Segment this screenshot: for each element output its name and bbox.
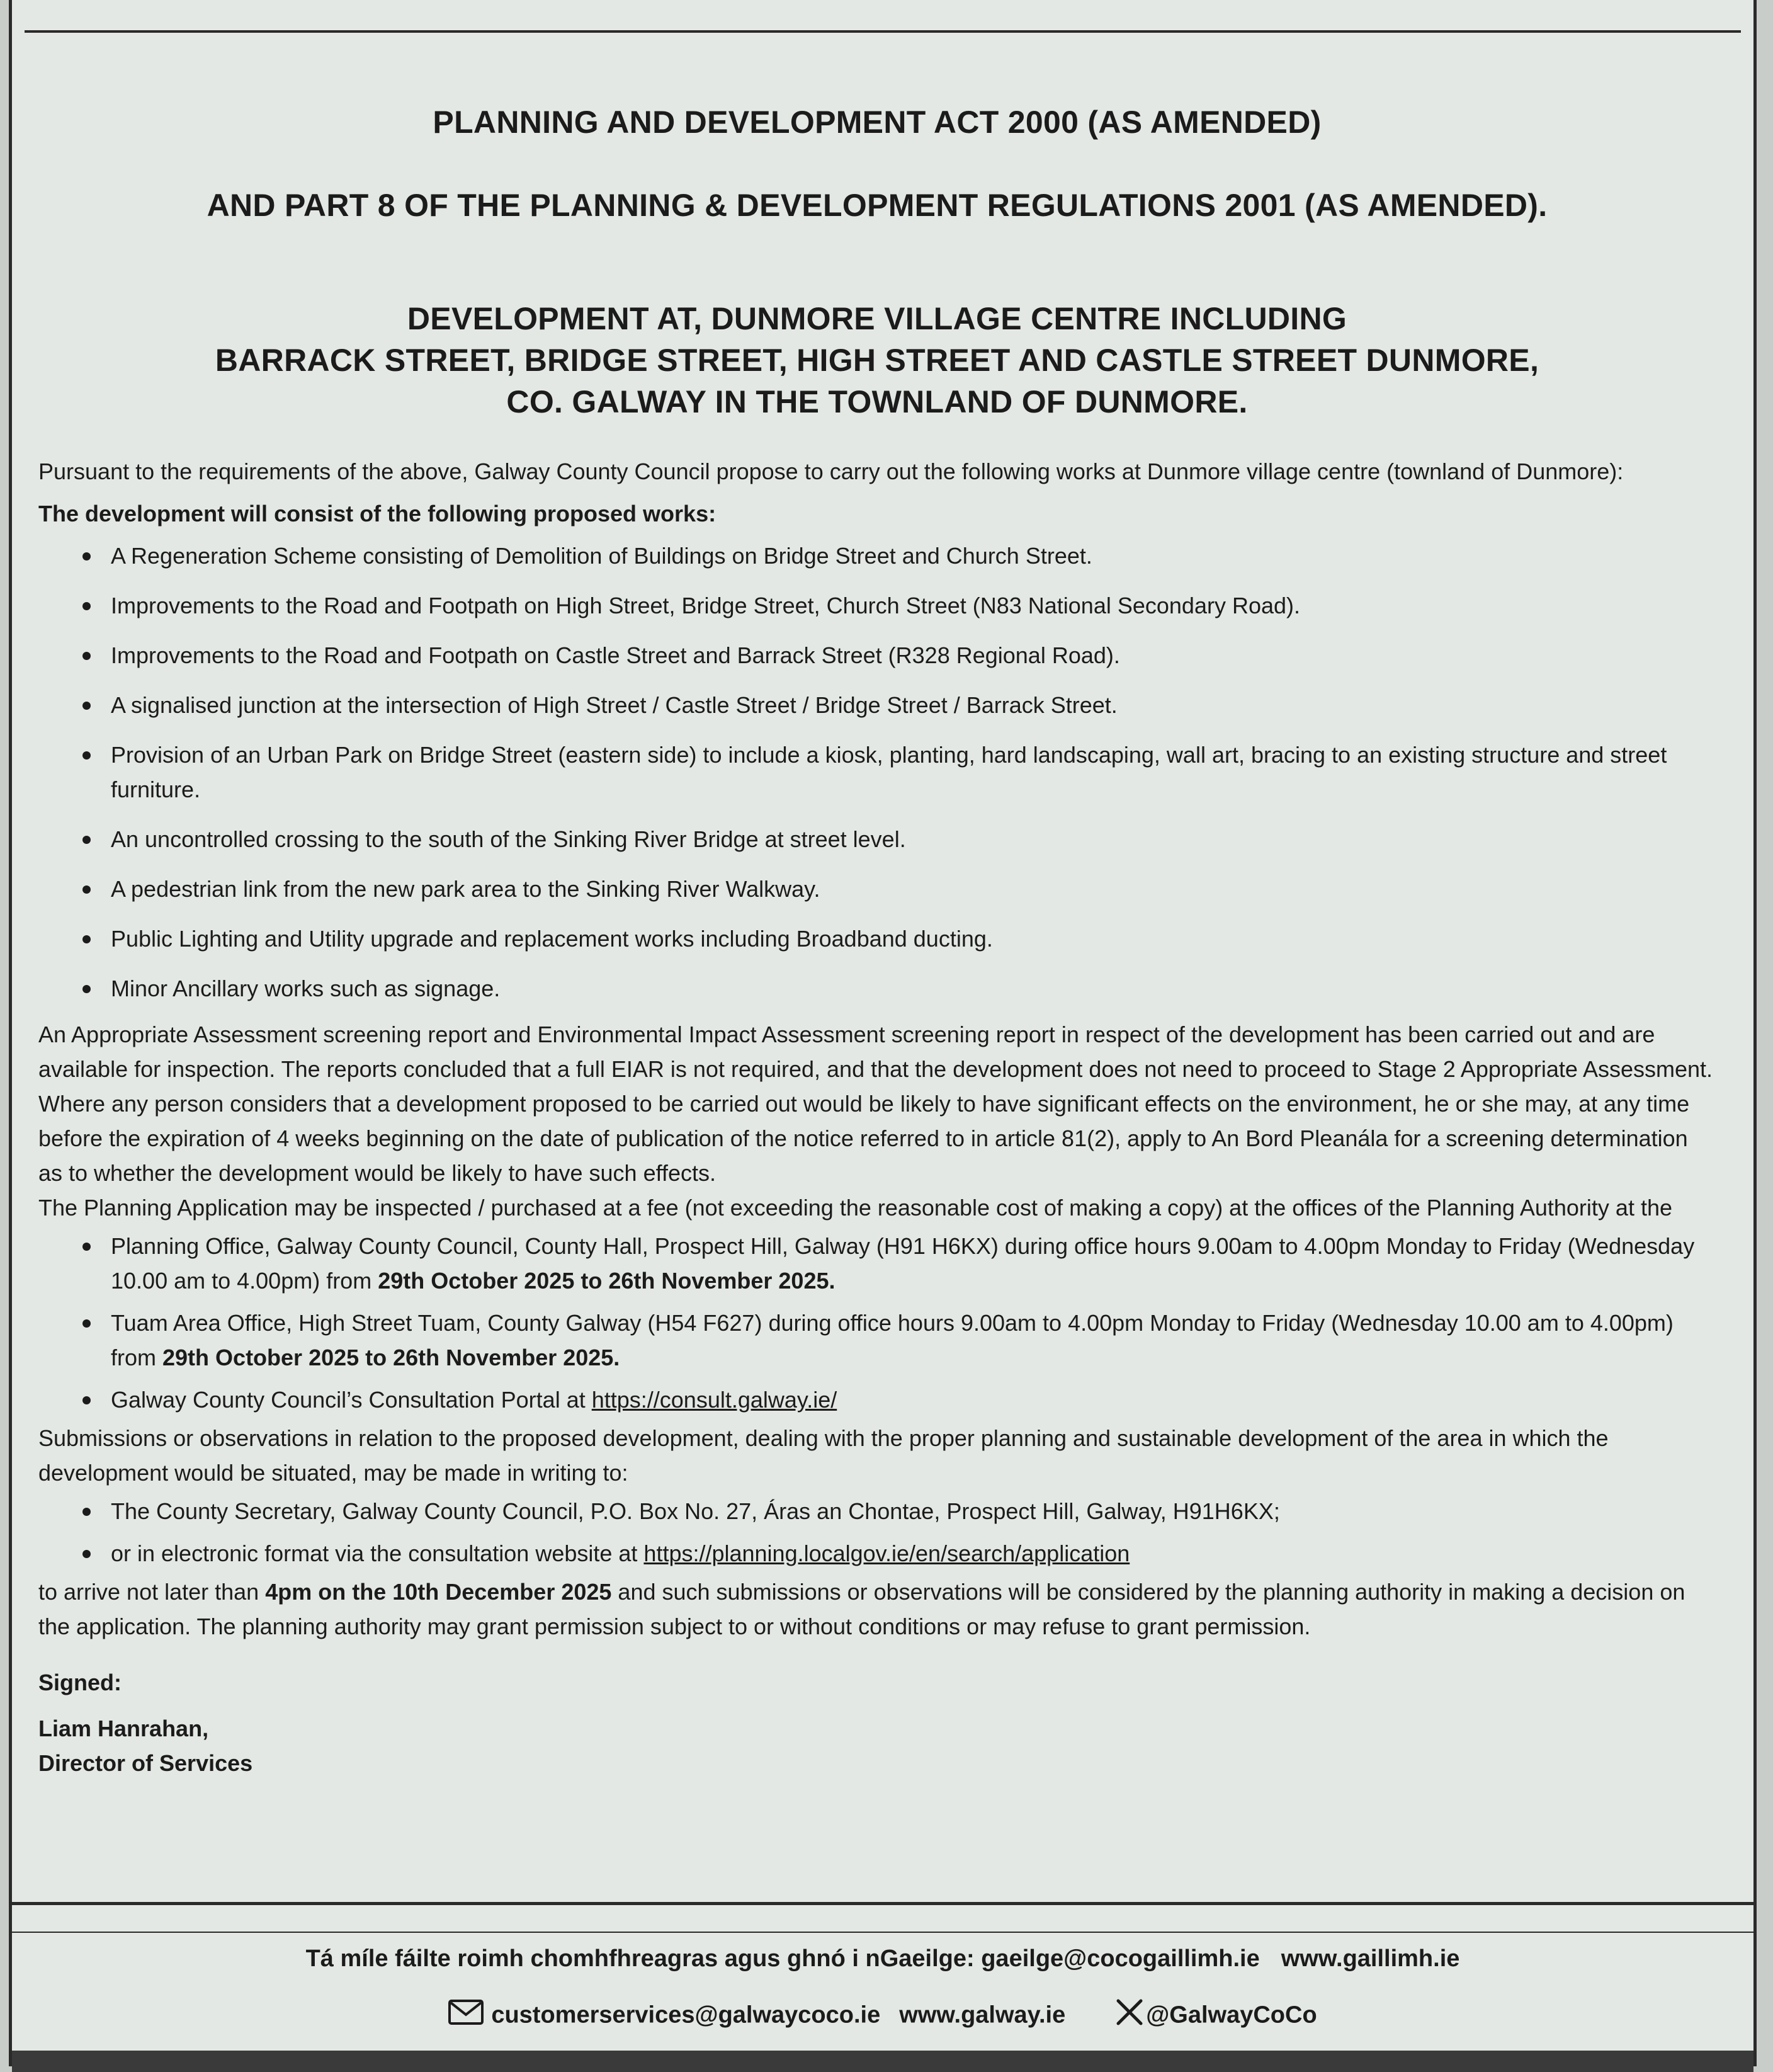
deadline-post: and such submissions or observations will be considered by the planning authority in making a decision on the application. The planning authority may grant permission subject to or without conditions or may refuse to grant permission. [38,1579,1685,1639]
list-item [82,1225,1716,1302]
contact-line [12,1998,1753,2034]
notice-content [38,60,1716,1780]
development-title: DEVELOPMENT AT, DUNMORE VILLAGE CENTRE INCLUDING BARRACK STREET, BRIDGE STREET, HIGH STREET AND CASTLE STREET DUNMORE, CO. GALWAY IN THE TOWNLAND OF DUNMORE. [215,301,1539,419]
deadline-pre: to arrive not later than [38,1579,266,1605]
list-item: A signalised junction at the intersection of High Street / Castle Street / Bridge Street / Barrack Street. [82,680,1716,730]
consultation-portal-link[interactable]: https://consult.galway.ie/ [591,1387,837,1413]
social-handle[interactable]: @GalwayCoCo [1146,2001,1317,2029]
website-link[interactable]: www.galway.ie [899,2001,1066,2029]
works-heading: The development will consist of the following proposed works: [38,501,717,527]
list-item: A Regeneration Scheme consisting of Demolition of Buildings on Bridge Street and Church Street. [82,531,1716,581]
x-logo-icon [1116,1998,1143,2034]
list-item: Minor Ancillary works such as signage. [82,964,1716,1013]
list-item: Public Lighting and Utility upgrade and replacement works including Broadband ducting. [82,914,1716,964]
act-heading [38,60,1716,268]
public-notice [9,0,1757,2066]
bottom-band [12,2051,1753,2072]
inspection-text: Planning Office, Galway County Council, County Hall, Prospect Hill, Galway (H91 H6KX) during office hours 9.00am to 4.00pm Monday to Friday (Wednesday 10.00 am to 4.00pm) from [111,1233,1695,1294]
list-item: An uncontrolled crossing to the south of the Sinking River Bridge at street level. [82,814,1716,864]
submissions-intro: Submissions or observations in relation to the proposed development, dealing with the proper planning and sustainable development of the area in which the development would be situated, may be made in writing to: [38,1425,1609,1486]
signatory-title: Director of Services [38,1750,253,1776]
assessment-paragraph: An Appropriate Assessment screening report and Environmental Impact Assessment screening report in respect of the development has been carried out and are available for inspection. The reports concluded that a full EIAR is not required, and that the development does not need to proceed to Stage 2 Appropriate Assessment. Where any person considers that a development proposed to be carried out would be likely to have significant effects on the environment, he or she may, at any time before the expiration of 4 weeks beginning on the date of publication of the notice referred to in article 81(2), apply to An Bord Pleanála for a screening determination as to whether the development would be likely to have such effects. [38,1022,1713,1186]
irish-website-link[interactable]: www.gaillimh.ie [1281,1945,1460,1972]
list-item: A pedestrian link from the new park area to the Sinking River Walkway. [82,864,1716,914]
act-heading-line2: AND PART 8 OF THE PLANNING & DEVELOPMENT REGULATIONS 2001 (AS AMENDED). [207,188,1548,223]
deadline-paragraph [38,1574,1716,1644]
list-item: Improvements to the Road and Footpath on High Street, Bridge Street, Church Street (N83 National Secondary Road). [82,581,1716,630]
envelope-icon [448,2000,484,2033]
list-item: Improvements to the Road and Footpath on Castle Street and Barrack Street (R328 Regional Road). [82,630,1716,680]
footer-rule [12,1932,1753,1933]
submission-text: or in electronic format via the consultation website at [111,1540,644,1566]
list-item [82,1302,1716,1379]
submissions-list [38,1490,1716,1574]
works-list [38,531,1716,1013]
inspection-text: Galway County Council’s Consultation Portal at [111,1387,592,1413]
deadline-date: 4pm on the 10th December 2025 [265,1579,612,1605]
signatory-name: Liam Hanrahan, [38,1716,209,1741]
irish-contact-line [12,1943,1753,1974]
signed-label: Signed: [38,1670,122,1695]
email-link[interactable]: customerservices@galwaycoco.ie [491,2001,881,2029]
act-heading-line1: PLANNING AND DEVELOPMENT ACT 2000 (AS AMENDED) [433,105,1322,140]
list-item [82,1490,1716,1532]
inspection-dates: 29th October 2025 to 26th November 2025. [378,1268,836,1294]
list-item: Provision of an Urban Park on Bridge Street (eastern side) to include a kiosk, planting, hard landscaping, wall art, bracing to an existing structure and street furniture. [82,730,1716,814]
planning-website-link[interactable]: https://planning.localgov.ie/en/search/application [643,1540,1130,1566]
inspection-list [38,1225,1716,1421]
inspection-text: Tuam Area Office, High Street Tuam, County Galway (H54 F627) during office hours 9.00am to 4.00pm Monday to Friday (Wednesday 10.00 am to 4.00pm) from [111,1310,1674,1370]
irish-text: Tá míle fáilte roimh chomhfhreagras agus ghnó i nGaeilge: gaeilge@cocogaillimh.ie [305,1945,1260,1972]
footer [12,1902,1753,2072]
inspection-dates: 29th October 2025 to 26th November 2025. [162,1345,620,1370]
top-rule [25,30,1741,33]
list-item [82,1379,1716,1421]
submission-address: The County Secretary, Galway County Council, P.O. Box No. 27, Áras an Chontae, Prospect Hill, Galway, H91H6KX; [111,1498,1280,1524]
list-item [82,1532,1716,1574]
intro-paragraph: Pursuant to the requirements of the above, Galway County Council propose to carry out the following works at Dunmore village centre (townland of Dunmore): [38,458,1624,484]
inspection-intro: The Planning Application may be inspected / purchased at a fee (not exceeding the reasonable cost of making a copy) at the offices of the Planning Authority at the [38,1195,1672,1221]
